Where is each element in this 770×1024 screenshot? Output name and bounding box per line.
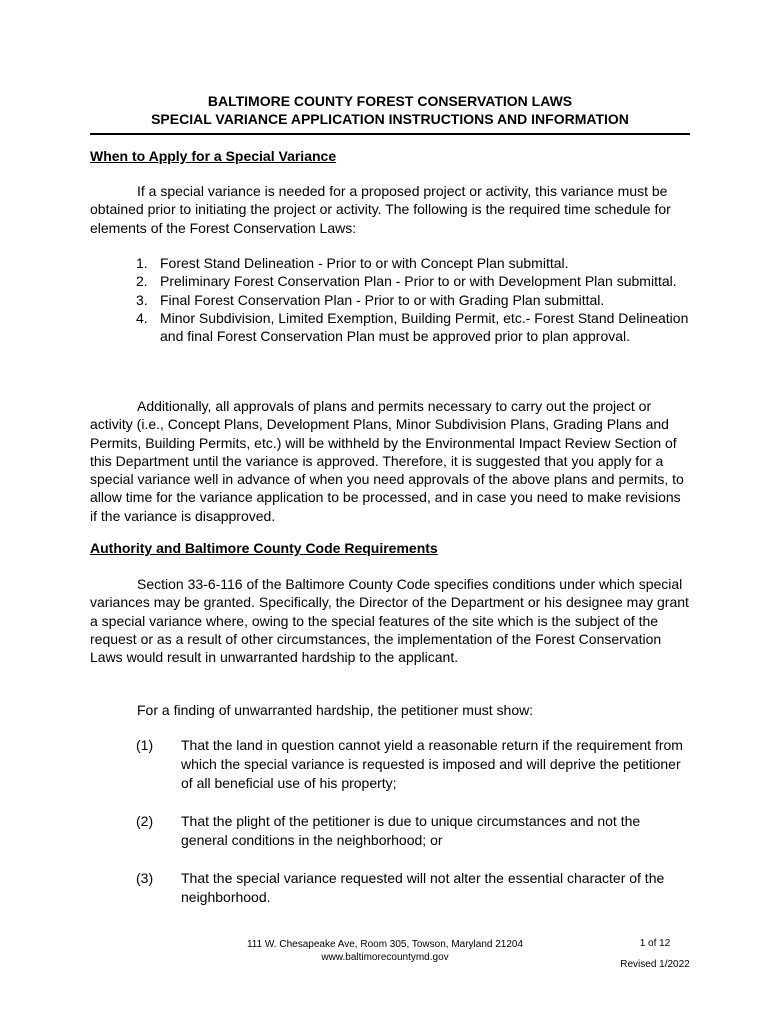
list-item	[90, 309, 690, 346]
list-item-number: 4.	[136, 309, 148, 326]
document-header	[90, 92, 690, 128]
list-item-number: (1)	[136, 737, 154, 753]
list-item-text: Minor Subdivision, Limited Exemption, Building Permit, etc.- Forest Stand Delineation and final Forest Conservation Plan must be approved prior to plan approval.	[160, 309, 689, 345]
footer-address: 111 W. Chesapeake Ave, Room 305, Towson, Maryland 21204	[246, 939, 524, 950]
list-item-text: Forest Stand Delineation - Prior to or with Concept Plan submittal.	[160, 255, 569, 271]
page-number: 1 of 12	[639, 938, 671, 949]
list-item-text: Final Forest Conservation Plan - Prior to or with Grading Plan submittal.	[160, 291, 605, 308]
list-item	[90, 736, 690, 793]
list-item	[90, 869, 690, 907]
document-title-line1: BALTIMORE COUNTY FOREST CONSERVATION LAWS	[207, 93, 573, 109]
section-heading-authority: Authority and Baltimore County Code Requirements	[90, 540, 438, 556]
list-item	[90, 254, 690, 272]
list-item-number: 3.	[136, 291, 148, 308]
list-item-text: That the plight of the petitioner is due to unique circumstances and not the general conditions in the neighborhood; or	[181, 813, 641, 848]
list-item-number: (2)	[136, 813, 154, 829]
list-item-number: 1.	[136, 255, 148, 271]
schedule-list	[90, 254, 690, 345]
document-title-line2: SPECIAL VARIANCE APPLICATION INSTRUCTIONS AND INFORMATION	[151, 111, 629, 127]
revision-date: Revised 1/2022	[620, 959, 690, 970]
paragraph-intro: If a special variance is needed for a proposed project or activity, this variance must be obtained prior to initiating the project or activity. The following is the required time schedule for elements of the Forest Conservation Laws:	[90, 183, 671, 236]
list-item-text: That the land in question cannot yield a reasonable return if the requirement from which the special variance is requested is imposed and will deprive the petitioner of all beneficial use of his property;	[181, 737, 683, 791]
hardship-conditions-list	[90, 736, 690, 907]
list-item-number: 2.	[136, 273, 148, 290]
list-item-number: (3)	[136, 870, 154, 886]
list-item	[90, 272, 690, 290]
header-divider	[90, 133, 690, 135]
section-heading-when-to-apply: When to Apply for a Special Variance	[90, 148, 337, 164]
paragraph-section-33-6-116: Section 33-6-116 of the Baltimore County Code specifies conditions under which special variances may be granted. Specifically, the Director of the Department or his designee may grant a special variance where, owing to the special features of the site which is the subject of the request or as a result of other circumstances, the implementation of the Forest Conservation Laws would result in unwarranted hardship to the applicant.	[90, 576, 689, 666]
list-item	[90, 812, 690, 850]
footer-website: www.baltimorecountymd.gov	[321, 952, 449, 963]
paragraph-hardship-intro: For a finding of unwarranted hardship, the petitioner must show:	[137, 702, 534, 718]
list-item-text: That the special variance requested will not alter the essential character of the neighborhood.	[181, 870, 665, 905]
paragraph-additional: Additionally, all approvals of plans and permits necessary to carry out the project or activity (i.e., Concept Plans, Development Plans, Minor Subdivision Plans, Grading Plans and Permits, Building Permits, etc.) will be withheld by the Environmental Impact Review Section of this Department until the variance is approved. Therefore, it is suggested that you apply for a special variance well in advance of when you need approvals of the above plans and permits, to allow time for the variance application to be processed, and in case you need to make revisions if the variance is disapproved.	[90, 398, 684, 524]
list-item-text: Preliminary Forest Conservation Plan - Prior to or with Development Plan submittal.	[160, 273, 677, 290]
footer-contact	[200, 938, 570, 964]
list-item	[90, 291, 690, 309]
